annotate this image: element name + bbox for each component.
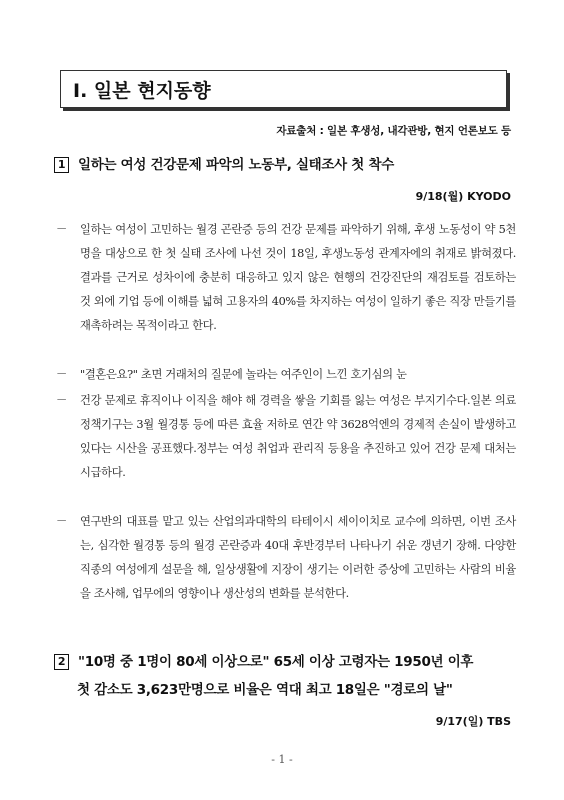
article-1-number: 1 [54, 157, 69, 173]
source-note: 자료출처 : 일본 후생성, 내각관방, 현지 언론보도 등 [276, 125, 511, 137]
article-1-paragraph [56, 218, 516, 338]
paragraph-text: "결혼은요?" 초면 거래처의 질문에 놀라는 여주인이 느낀 호기심의 눈 [80, 368, 407, 381]
paragraph-text: 건강 문제로 휴직이나 이직을 해야 해 경력을 쌓을 기회를 잃는 여성은 부지기수다.일본 의료정책기구는 3월 월경통 등에 따른 효율 저하로 연간 약 3628억엔의 경제적 손실이 발생하고 있다는 시산을 공표했다.정부는 여성 취업과 관리직 등용을 추진하고 있어 건강 문제 대처는 시급하다. [80, 394, 516, 479]
article-1-heading [54, 151, 394, 179]
article-2-number: 2 [54, 654, 69, 670]
article-1-paragraph [56, 389, 516, 485]
page-number: - 1 - [271, 753, 293, 766]
article-2-heading [54, 648, 473, 676]
article-1-paragraph [56, 510, 516, 606]
article-2-heading-line2 [77, 676, 453, 704]
article-1-date: 9/18(월) KYODO [415, 190, 511, 203]
article-2-title-line1: "10명 중 1명이 80세 이상으로" 65세 이상 고령자는 1950년 이후 [78, 654, 474, 670]
article-2-title-line2: 첫 감소도 3,623만명으로 비율은 역대 최고 18일은 "경로의 날" [77, 682, 453, 698]
article-2-date: 9/17(일) TBS [435, 715, 511, 728]
article-1-title: 일하는 여성 건강문제 파악의 노동부, 실태조사 첫 착수 [78, 157, 394, 173]
section-title: Ⅰ. 일본 현지동향 [73, 80, 211, 102]
article-1-paragraph [56, 363, 516, 387]
bullet-dash: － [56, 394, 67, 407]
bullet-dash: － [56, 515, 67, 528]
paragraph-text: 일하는 여성이 고민하는 월경 곤란증 등의 건강 문제를 파악하기 위해, 후생 노동성이 약 5천명을 대상으로 한 첫 실태 조사에 나선 것이 18일, 후생노동성 관계자에의 취재로 밝혀졌다. 결과를 근거로 성차이에 충분히 대응하고 있지 않은 현행의 건강진단의 재검토를 검토하는 것 외에 기업 등에 이해를 넓혀 고용자의 40%를 차지하는 여성이 일하기 좋은 직장 만들기를 재촉하려는 목적이라고 한다. [80, 223, 516, 332]
section-title-box [60, 70, 507, 108]
bullet-dash: － [56, 223, 67, 236]
bullet-dash: － [56, 368, 67, 381]
paragraph-text: 연구반의 대표를 맡고 있는 산업의과대학의 타테이시 세이이치로 교수에 의하면, 이번 조사는, 심각한 월경통 등의 월경 곤란증과 40대 후반경부터 나타나기 쉬운 갱년기 장해. 다양한 직종의 여성에게 설문을 해, 일상생활에 지장이 생기는 이러한 증상에 고민하는 사람의 비율을 조사해, 업무에의 영향이나 생산성의 변화를 분석한다. [80, 515, 516, 600]
